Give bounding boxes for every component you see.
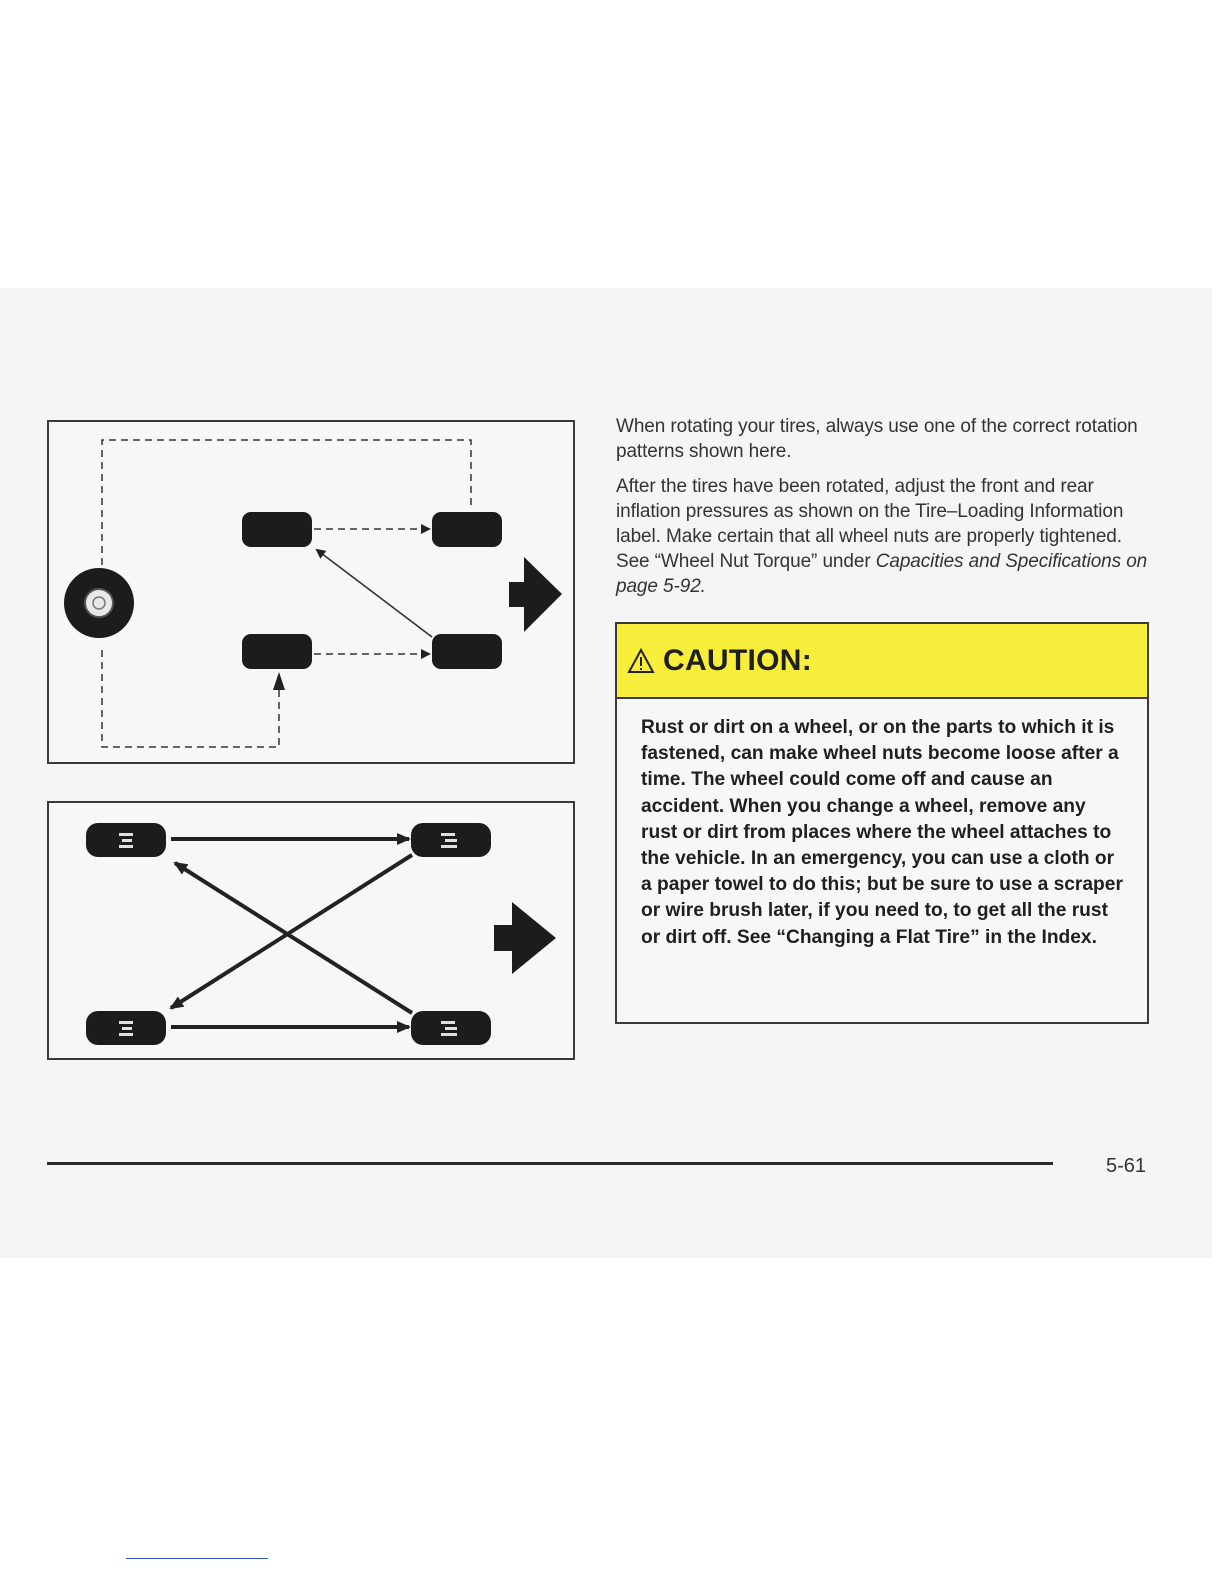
caution-header: [617, 624, 1147, 699]
footer-divider: [47, 1162, 1053, 1165]
caution-box: [615, 622, 1149, 1024]
inflation-instruction-paragraph: [616, 474, 1156, 599]
tire-rear-left: [242, 634, 312, 669]
forward-arrow-icon: [509, 557, 562, 632]
inflation-instruction-text: After the tires have been rotated, adjust the front and rear inflation pressures as shown on the Tire–Loading Information label. Make certain that all wheel nuts are properly tightened. See “Wheel Nut Torque” under: [616, 476, 1124, 572]
caution-title: CAUTION:: [663, 643, 813, 677]
tire-front-right: [432, 512, 502, 547]
tire-front-left: [242, 512, 312, 547]
instructions-column: [616, 414, 1156, 609]
capacities-reference-link[interactable]: Capacities and Specifications on page 5-92.: [616, 551, 1148, 597]
page-number: 5-61: [1106, 1155, 1147, 1177]
warning-triangle-icon: [627, 648, 655, 674]
cross-rotation-diagram: [47, 801, 575, 1060]
tire-rear-right: [432, 634, 502, 669]
rotation-instruction-paragraph: When rotating your tires, always use one of the correct rotation patterns shown here.: [616, 416, 1138, 462]
forward-arrow-icon: [494, 902, 556, 974]
dashed-path-spare-to-rear: [102, 440, 471, 577]
rotation-diagram-with-spare: [47, 420, 575, 764]
caution-body-text: Rust or dirt on a wheel, or on the parts to which it is fastened, can make wheel nuts become loose after a time. The wheel could come off and cause an accident. When you change a wheel, remove any rust or dirt from places where the wheel attaches to the vehicle. In an emergency, you can use a cloth or a paper towel to do this; but be sure to use a scraper or wire brush later, if you need to, to get all the rust or dirt off. See “Changing a Flat Tire” in the Index.: [641, 717, 1123, 948]
bottom-link-underline: [126, 1558, 268, 1559]
spare-tire-icon: [64, 568, 134, 638]
cross-rotation-svg: [49, 803, 577, 1062]
rotation-diagram-svg: [49, 422, 577, 766]
